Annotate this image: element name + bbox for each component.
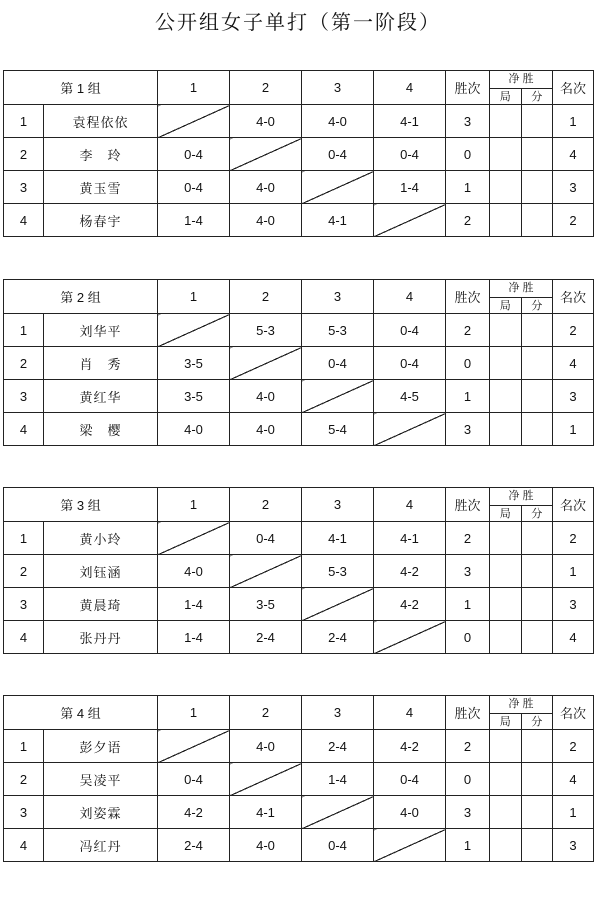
rank-cell: 2 xyxy=(553,314,594,347)
column-header-3: 3 xyxy=(302,696,374,730)
score-cell: 0-4 xyxy=(374,763,446,796)
table-row xyxy=(4,588,594,621)
player-name: 刘华平 xyxy=(44,314,158,347)
net-games-cell xyxy=(490,763,522,796)
net-games-cell xyxy=(490,796,522,829)
rank-cell: 2 xyxy=(553,522,594,555)
wins-cell: 2 xyxy=(446,522,490,555)
player-name: 彭夕语 xyxy=(44,730,158,763)
wins-header: 胜次 xyxy=(446,488,490,522)
table-row xyxy=(4,522,594,555)
player-name: 梁 樱 xyxy=(44,413,158,446)
player-name: 黄红华 xyxy=(44,380,158,413)
wins-cell: 3 xyxy=(446,105,490,138)
score-cell: 4-0 xyxy=(158,555,230,588)
self-match-cell xyxy=(302,171,374,204)
rank-cell: 4 xyxy=(553,621,594,654)
self-match-cell xyxy=(230,763,302,796)
self-match-cell xyxy=(302,796,374,829)
rank-cell: 3 xyxy=(553,171,594,204)
score-cell: 3-5 xyxy=(158,380,230,413)
self-match-cell xyxy=(374,621,446,654)
wins-cell: 1 xyxy=(446,588,490,621)
net-games-cell xyxy=(490,522,522,555)
net-games-cell xyxy=(490,588,522,621)
player-name: 张丹丹 xyxy=(44,621,158,654)
score-cell: 1-4 xyxy=(158,621,230,654)
net-games-label: 局 xyxy=(490,89,522,105)
score-cell: 4-1 xyxy=(302,204,374,237)
score-cell: 4-0 xyxy=(230,413,302,446)
table-row xyxy=(4,413,594,446)
wins-cell: 0 xyxy=(446,347,490,380)
page-title: 公开组女子单打（第一阶段） xyxy=(155,10,441,34)
score-cell: 4-0 xyxy=(230,730,302,763)
player-index: 4 xyxy=(4,204,44,237)
net-games-cell xyxy=(490,380,522,413)
score-cell: 0-4 xyxy=(374,138,446,171)
wins-cell: 0 xyxy=(446,763,490,796)
player-index: 2 xyxy=(4,555,44,588)
rank-cell: 1 xyxy=(553,413,594,446)
rank-header: 名次 xyxy=(553,71,594,105)
net-header xyxy=(490,696,553,730)
net-points-cell xyxy=(522,796,553,829)
net-points-cell xyxy=(522,621,553,654)
column-header-1: 1 xyxy=(158,696,230,730)
self-match-cell xyxy=(230,138,302,171)
self-match-cell xyxy=(158,522,230,555)
self-match-cell xyxy=(374,829,446,862)
net-games-cell xyxy=(490,730,522,763)
player-index: 3 xyxy=(4,171,44,204)
score-cell: 0-4 xyxy=(158,171,230,204)
score-cell: 0-4 xyxy=(302,138,374,171)
player-index: 2 xyxy=(4,138,44,171)
net-games-label: 局 xyxy=(490,506,522,522)
player-name: 杨春宇 xyxy=(44,204,158,237)
player-index: 3 xyxy=(4,796,44,829)
net-win-label: 净 胜 xyxy=(490,488,552,506)
group-header-row xyxy=(4,488,594,522)
column-header-4: 4 xyxy=(374,696,446,730)
score-cell: 0-4 xyxy=(302,347,374,380)
net-games-cell xyxy=(490,138,522,171)
rank-cell: 3 xyxy=(553,380,594,413)
rank-cell: 3 xyxy=(553,588,594,621)
wins-cell: 1 xyxy=(446,380,490,413)
table-row xyxy=(4,763,594,796)
net-points-cell xyxy=(522,763,553,796)
score-cell: 3-5 xyxy=(230,588,302,621)
rank-cell: 2 xyxy=(553,730,594,763)
player-name: 黄小玲 xyxy=(44,522,158,555)
group-table-3 xyxy=(3,487,594,654)
net-header xyxy=(490,280,553,314)
player-index: 3 xyxy=(4,380,44,413)
player-name: 刘姿霖 xyxy=(44,796,158,829)
net-points-cell xyxy=(522,138,553,171)
table-row xyxy=(4,829,594,862)
column-header-3: 3 xyxy=(302,280,374,314)
net-games-cell xyxy=(490,413,522,446)
score-cell: 1-4 xyxy=(302,763,374,796)
group-table-4 xyxy=(3,695,594,862)
score-cell: 4-1 xyxy=(230,796,302,829)
player-index: 4 xyxy=(4,621,44,654)
group-name: 第 4 组 xyxy=(4,696,158,730)
net-points-cell xyxy=(522,204,553,237)
net-header xyxy=(490,488,553,522)
rank-cell: 3 xyxy=(553,829,594,862)
score-cell: 3-5 xyxy=(158,347,230,380)
rank-header: 名次 xyxy=(553,488,594,522)
self-match-cell xyxy=(158,105,230,138)
player-name: 黄晨琦 xyxy=(44,588,158,621)
wins-cell: 3 xyxy=(446,796,490,829)
net-win-label: 净 胜 xyxy=(490,71,552,89)
table-row xyxy=(4,105,594,138)
rank-cell: 1 xyxy=(553,105,594,138)
net-points-cell xyxy=(522,555,553,588)
net-games-label: 局 xyxy=(490,714,522,730)
table-row xyxy=(4,347,594,380)
table-row xyxy=(4,314,594,347)
score-cell: 5-4 xyxy=(302,413,374,446)
rank-header: 名次 xyxy=(553,280,594,314)
score-cell: 5-3 xyxy=(302,314,374,347)
player-index: 1 xyxy=(4,105,44,138)
score-cell: 0-4 xyxy=(158,763,230,796)
net-points-cell xyxy=(522,522,553,555)
group-header-row xyxy=(4,280,594,314)
table-row xyxy=(4,171,594,204)
net-games-cell xyxy=(490,347,522,380)
wins-header: 胜次 xyxy=(446,280,490,314)
rank-header: 名次 xyxy=(553,696,594,730)
player-index: 2 xyxy=(4,763,44,796)
score-cell: 4-2 xyxy=(374,555,446,588)
rank-cell: 4 xyxy=(553,763,594,796)
score-cell: 5-3 xyxy=(230,314,302,347)
column-header-2: 2 xyxy=(230,71,302,105)
column-header-1: 1 xyxy=(158,488,230,522)
score-cell: 0-4 xyxy=(374,314,446,347)
rank-cell: 4 xyxy=(553,138,594,171)
table-row xyxy=(4,204,594,237)
net-points-cell xyxy=(522,730,553,763)
score-cell: 2-4 xyxy=(230,621,302,654)
score-cell: 2-4 xyxy=(302,621,374,654)
wins-cell: 2 xyxy=(446,730,490,763)
self-match-cell xyxy=(230,347,302,380)
player-name: 吴凌平 xyxy=(44,763,158,796)
player-name: 李 玲 xyxy=(44,138,158,171)
score-cell: 4-0 xyxy=(158,413,230,446)
score-cell: 4-0 xyxy=(230,105,302,138)
player-name: 肖 秀 xyxy=(44,347,158,380)
wins-cell: 3 xyxy=(446,413,490,446)
self-match-cell xyxy=(302,380,374,413)
score-cell: 4-1 xyxy=(374,105,446,138)
score-cell: 5-3 xyxy=(302,555,374,588)
player-name: 袁程依依 xyxy=(44,105,158,138)
self-match-cell xyxy=(230,555,302,588)
player-index: 1 xyxy=(4,730,44,763)
self-match-cell xyxy=(158,314,230,347)
column-header-4: 4 xyxy=(374,71,446,105)
net-points-label: 分 xyxy=(531,90,543,103)
group-name: 第 3 组 xyxy=(4,488,158,522)
net-points-cell xyxy=(522,171,553,204)
net-header xyxy=(490,71,553,105)
net-games-label: 局 xyxy=(490,298,522,314)
score-cell: 4-0 xyxy=(302,105,374,138)
table-row xyxy=(4,555,594,588)
rank-cell: 2 xyxy=(553,204,594,237)
net-points-cell xyxy=(522,829,553,862)
self-match-cell xyxy=(374,204,446,237)
player-index: 4 xyxy=(4,829,44,862)
score-cell: 4-0 xyxy=(230,380,302,413)
wins-cell: 0 xyxy=(446,621,490,654)
player-index: 1 xyxy=(4,522,44,555)
player-index: 1 xyxy=(4,314,44,347)
score-cell: 1-4 xyxy=(158,204,230,237)
table-row xyxy=(4,730,594,763)
self-match-cell xyxy=(374,413,446,446)
score-cell: 4-0 xyxy=(230,204,302,237)
score-cell: 4-2 xyxy=(374,730,446,763)
player-index: 4 xyxy=(4,413,44,446)
group-table-1 xyxy=(3,70,594,237)
self-match-cell xyxy=(158,730,230,763)
score-cell: 0-4 xyxy=(374,347,446,380)
wins-cell: 2 xyxy=(446,204,490,237)
column-header-3: 3 xyxy=(302,488,374,522)
table-row xyxy=(4,380,594,413)
net-games-cell xyxy=(490,555,522,588)
group-table-2 xyxy=(3,279,594,446)
score-cell: 4-2 xyxy=(374,588,446,621)
score-cell: 2-4 xyxy=(302,730,374,763)
net-points-cell xyxy=(522,380,553,413)
score-cell: 4-1 xyxy=(374,522,446,555)
net-points-cell xyxy=(522,588,553,621)
net-games-cell xyxy=(490,105,522,138)
wins-cell: 1 xyxy=(446,829,490,862)
net-games-cell xyxy=(490,829,522,862)
net-games-cell xyxy=(490,621,522,654)
group-name: 第 1 组 xyxy=(4,71,158,105)
table-row xyxy=(4,138,594,171)
column-header-4: 4 xyxy=(374,280,446,314)
wins-cell: 0 xyxy=(446,138,490,171)
group-header-row xyxy=(4,71,594,105)
rank-cell: 4 xyxy=(553,347,594,380)
table-row xyxy=(4,621,594,654)
rank-cell: 1 xyxy=(553,555,594,588)
score-cell: 4-0 xyxy=(230,171,302,204)
table-row xyxy=(4,796,594,829)
net-points-cell xyxy=(522,413,553,446)
net-games-cell xyxy=(490,204,522,237)
player-index: 2 xyxy=(4,347,44,380)
score-cell: 4-1 xyxy=(302,522,374,555)
net-games-cell xyxy=(490,314,522,347)
column-header-1: 1 xyxy=(158,280,230,314)
column-header-2: 2 xyxy=(230,488,302,522)
wins-cell: 3 xyxy=(446,555,490,588)
net-points-cell xyxy=(522,347,553,380)
column-header-3: 3 xyxy=(302,71,374,105)
wins-cell: 2 xyxy=(446,314,490,347)
net-win-label: 净 胜 xyxy=(490,280,552,298)
group-header-row xyxy=(4,696,594,730)
score-cell: 4-0 xyxy=(230,829,302,862)
net-points-label: 分 xyxy=(531,299,543,312)
column-header-1: 1 xyxy=(158,71,230,105)
group-name: 第 2 组 xyxy=(4,280,158,314)
player-name: 刘钰涵 xyxy=(44,555,158,588)
net-points-cell xyxy=(522,105,553,138)
score-cell: 1-4 xyxy=(374,171,446,204)
score-cell: 0-4 xyxy=(230,522,302,555)
player-index: 3 xyxy=(4,588,44,621)
net-points-label: 分 xyxy=(531,715,543,728)
column-header-2: 2 xyxy=(230,280,302,314)
player-name: 黄玉雪 xyxy=(44,171,158,204)
score-cell: 1-4 xyxy=(158,588,230,621)
score-cell: 2-4 xyxy=(158,829,230,862)
net-points-cell xyxy=(522,314,553,347)
net-games-cell xyxy=(490,171,522,204)
wins-header: 胜次 xyxy=(446,71,490,105)
rank-cell: 1 xyxy=(553,796,594,829)
wins-header: 胜次 xyxy=(446,696,490,730)
player-name: 冯红丹 xyxy=(44,829,158,862)
score-cell: 0-4 xyxy=(302,829,374,862)
column-header-2: 2 xyxy=(230,696,302,730)
column-header-4: 4 xyxy=(374,488,446,522)
net-win-label: 净 胜 xyxy=(490,696,552,714)
net-points-label: 分 xyxy=(531,507,543,520)
score-cell: 4-5 xyxy=(374,380,446,413)
wins-cell: 1 xyxy=(446,171,490,204)
self-match-cell xyxy=(302,588,374,621)
score-cell: 0-4 xyxy=(158,138,230,171)
score-cell: 4-2 xyxy=(158,796,230,829)
score-cell: 4-0 xyxy=(374,796,446,829)
